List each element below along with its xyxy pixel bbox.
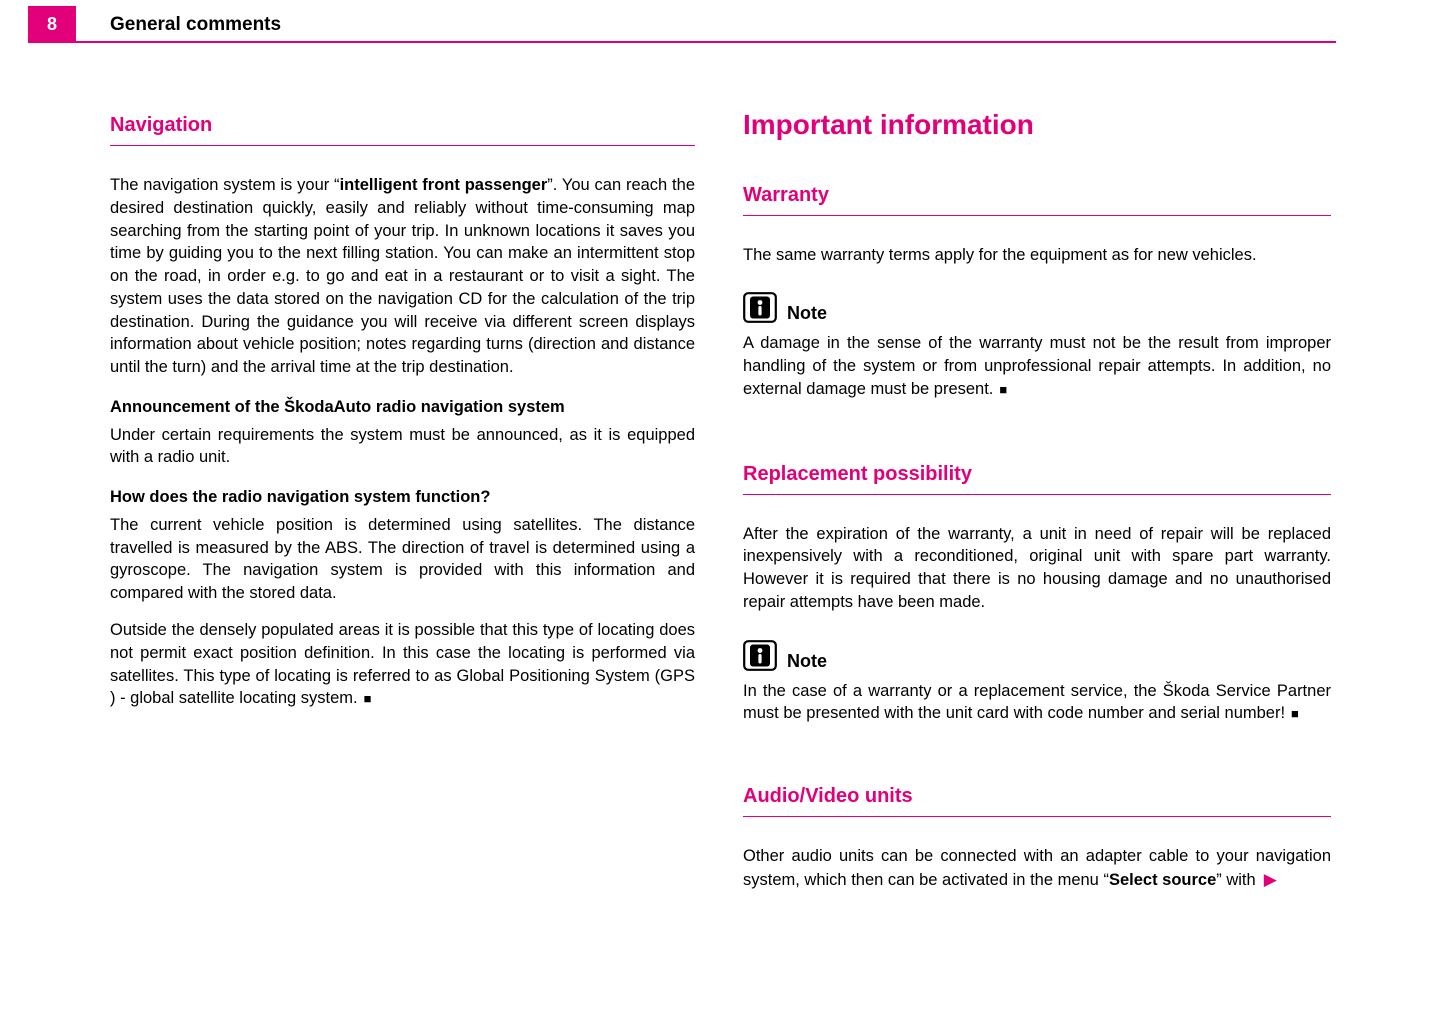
note-label: Note (787, 650, 827, 671)
info-note-icon (743, 640, 777, 671)
sub-heading-function: How does the radio navigation system function? (110, 488, 491, 507)
section-heading-navigation: Navigation (110, 114, 695, 146)
section-end-mark: ■ (1291, 706, 1299, 722)
gps-paragraph (110, 619, 695, 710)
audio-video-paragraph (743, 845, 1331, 892)
sub-heading-announcement: Announcement of the ŠkodaAuto radio navigation system (110, 397, 565, 416)
section-heading-audio-video: Audio/Video units (743, 785, 1331, 817)
info-note-icon (743, 292, 777, 323)
left-column (110, 114, 695, 710)
section-end-mark: ■ (999, 381, 1008, 397)
bold-phrase: intelligent front passenger (339, 176, 548, 194)
note-header (743, 292, 1331, 323)
section-end-mark: ■ (363, 691, 372, 707)
paragraph-text: A damage in the sense of the warranty must not be the result from improper handling of the system or from unprofessional repair attempts. In addition, no external damage must be present. (743, 334, 1331, 398)
section-heading-replacement: Replacement possibility (743, 463, 1331, 495)
replacement-section (743, 463, 1331, 726)
page-number: 8 (46, 14, 57, 34)
announcement-paragraph: Under certain requirements the system must be announced, as it is equipped with a radio unit. (110, 425, 695, 467)
header-title: General comments (110, 14, 282, 35)
warranty-section (743, 184, 1331, 401)
paragraph-text: Other audio units can be connected with an adapter cable to your navigation system, which then can be activated in the menu “ (743, 847, 1331, 890)
paragraph-text: ”. You can reach the desired destination quickly, easily and reliably without time-consuming map searching from the starting point of your trip. In unknown locations it saves you time by guiding you to the next filling station. You can make an intermittent stop on the road, in order e.g. to go and eat in a restaurant or to visit a sight. The system uses the data stored on the navigation CD for the calculation of the trip destination. During the guidance you will receive via different screen displays information about vehicle position; notes regarding turns (direction and distance until the turn) and the arrival time at the trip destination. (110, 176, 695, 377)
page-number-badge (28, 6, 76, 43)
paragraph-text: The navigation system is your “ (110, 176, 340, 194)
note-header (743, 640, 1331, 671)
navigation-intro-paragraph (110, 174, 695, 379)
paragraph-text: Outside the densely populated areas it is possible that this type of locating does not permit exact position definition. In this case the locating is performed via satellites. This type of locating is referred to as Global Positioning System (GPS ) - global satellite locating system. (110, 621, 695, 708)
right-column (743, 108, 1331, 892)
chapter-title: Important information (743, 109, 1034, 140)
audio-video-section (743, 785, 1331, 892)
replacement-paragraph: After the expiration of the warranty, a unit in need of repair will be replaced inexpensively with a reconditioned, original unit with spare part warranty. However it is required that there is no housing damage and no unauthorised repair attempts have been made. (743, 524, 1331, 611)
continue-arrow-icon: ▶ (1263, 870, 1277, 890)
replacement-note-paragraph (743, 680, 1331, 726)
section-heading-warranty: Warranty (743, 184, 1331, 216)
page-header (28, 6, 1336, 43)
paragraph-text: In the case of a warranty or a replacement service, the Škoda Service Partner must be presented with the unit card with code number and serial number! (743, 681, 1331, 723)
function-paragraph: The current vehicle position is determined using satellites. The distance travelled is measured by the ABS. The direction of travel is determined using a gyroscope. The navigation system is provided with this information and compared with the stored data. (110, 515, 695, 603)
bold-phrase: Select source (1108, 871, 1217, 890)
warranty-paragraph: The same warranty terms apply for the equipment as for new vehicles. (743, 245, 1257, 264)
warranty-note-paragraph (743, 332, 1331, 400)
paragraph-text: ” with (1216, 871, 1256, 890)
note-label: Note (787, 303, 827, 324)
